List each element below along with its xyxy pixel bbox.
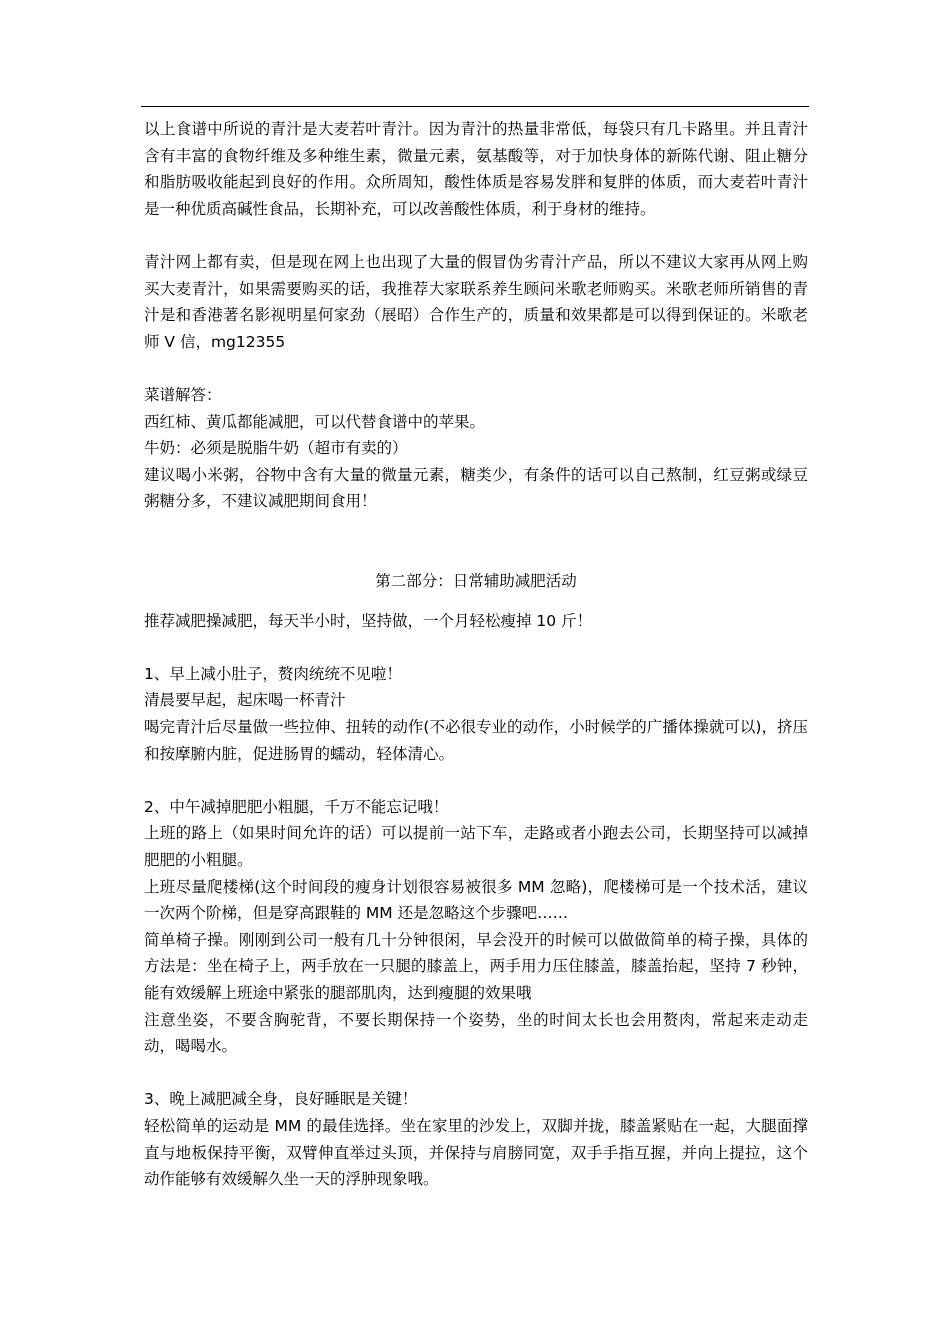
item-line: 注意坐姿，不要含胸驼背，不要长期保持一个姿势，坐的时间太长也会用赘肉，常起来走动走动，喝喝水。 [144,1010,808,1056]
recipe-line: 建议喝小米粥，谷物中含有大量的微量元素，糖类少，有条件的话可以自己熬制，红豆粥或绿豆粥糖分多，不建议减肥期间食用！ [144,465,808,511]
header-rule [141,106,809,107]
recipe-line: 牛奶：必须是脱脂牛奶（超市有卖的） [144,439,408,458]
spacer [144,355,808,382]
spacer [144,515,808,568]
recipe-line: 西红柿、黄瓜都能减肥，可以代替食谱中的苹果。 [144,412,486,431]
spacer [144,1060,808,1087]
item-heading: 3、晚上减肥减全身，良好睡眠是关键！ [144,1090,418,1109]
spacer [144,634,808,661]
item-line: 轻松简单的运动是 MM 的最佳选择。坐在家里的沙发上，双脚并拢，膝盖紧贴在一起，大腿面撑直与地板保持平衡，双臂伸直举过头顶，并保持与肩膀同宽，双手手指互握，并向上提拉，这个动作能够有效缓解久坐一天的浮肿现象哦。 [144,1116,808,1189]
item-line: 喝完青汁后尽量做一些拉伸、扭转的动作(不必很专业的动作，小时候学的广播体操就可以)，挤压和按摩腑内脏，促进肠胃的蠕动，轻体清心。 [144,718,808,763]
paragraph-purchase-advice: 青汁网上都有卖，但是现在网上也出现了大量的假冒伪劣青汁产品，所以不建议大家再从网上购买大麦青汁，如果需要购买的话，我推荐大家联系养生顾问米歌老师购买。米歌老师所销售的青汁是和香港著名影视明星何家劲（展昭）合作生产的，质量和效果都是可以得到保证的。米歌老师 V 信，mg12355 [144,252,808,351]
spacer [144,222,808,249]
item-line: 清晨要早起，起床喝一杯青汁 [144,691,346,710]
item-heading: 2、中午减掉肥肥小粗腿，千万不能忘记哦！ [144,797,449,816]
spacer [144,595,808,608]
section-intro: 推荐减肥操减肥，每天半小时，坚持做，一个月轻松瘦掉 10 斤！ [144,611,593,630]
spacer [144,767,808,794]
document-body [144,116,808,1193]
item-line: 上班的路上（如果时间允许的话）可以提前一站下车，走路或者小跑去公司，长期坚持可以减掉肥肥的小粗腿。 [144,824,808,870]
section-title: 第二部分：日常辅助减肥活动 [375,572,577,591]
item-line: 上班尽量爬楼梯(这个时间段的瘦身计划很容易被很多 MM 忽略)，爬楼梯可是一个技术活，建议一次两个阶梯，但是穿高跟鞋的 MM 还是忽略这个步骤吧…… [144,877,808,923]
item-line: 简单椅子操。刚刚到公司一般有几十分钟很闲，早会没开的时候可以做做简单的椅子操，具体的方法是：坐在椅子上，两手放在一只腿的膝盖上，两手用力压住膝盖，膝盖抬起，坚持 7 秒钟，能有效缓解上班途中紧张的腿部肌肉，达到瘦腿的效果哦 [144,930,808,1002]
item-heading: 1、早上减小肚子，赘肉统统不见啦！ [144,664,402,683]
paragraph-qingzhi-intro: 以上食谱中所说的青汁是大麦若叶青汁。因为青汁的热量非常低，每袋只有几卡路里。并且青汁含有丰富的食物纤维及多种维生素，微量元素，氨基酸等，对于加快身体的新陈代谢、阻止糖分和脂肪吸收能起到良好的作用。众所周知，酸性体质是容易发胖和复胖的体质，而大麦若叶青汁是一种优质高碱性食品，长期补充，可以改善酸性体质，利于身材的维持。 [144,120,808,218]
recipe-heading: 菜谱解答： [144,385,222,404]
